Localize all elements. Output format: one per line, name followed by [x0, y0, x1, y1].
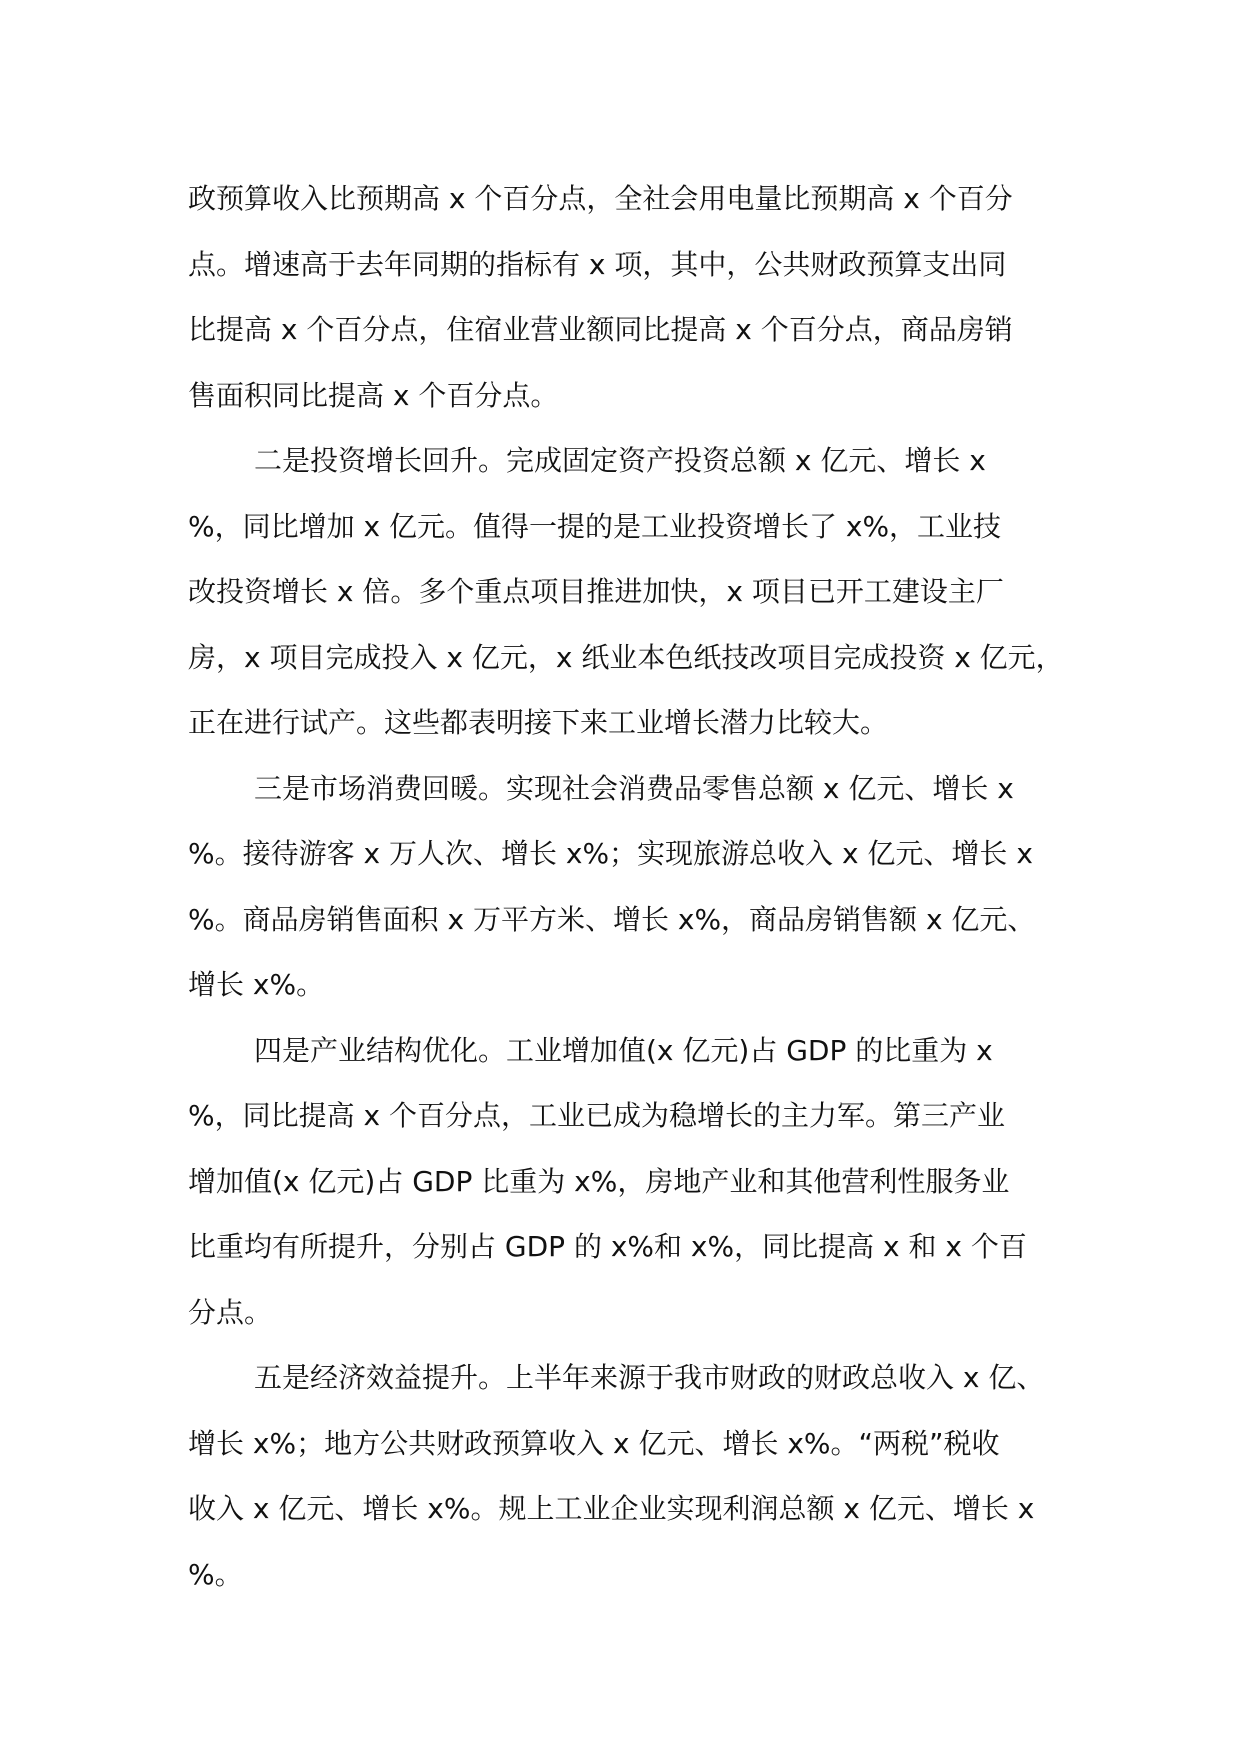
text-line: 增长 x%。: [188, 968, 325, 1001]
text-line: 四是产业结构优化。工业增加值(x 亿元)占 GDP 的比重为 x: [254, 1033, 993, 1067]
text-line: 正在进行试产。这些都表明接下来工业增长潜力比较大。: [188, 706, 889, 739]
text-line: 三是市场消费回暖。实现社会消费品零售总额 x 亿元、增长 x: [254, 771, 1014, 805]
paragraph-continuation: [188, 166, 1088, 428]
text-line: 增长 x%；地方公共财政预算收入 x 亿元、增长 x%。“两税”税收: [188, 1426, 1000, 1460]
text-line: %。商品房销售面积 x 万平方米、增长 x%，商品房销售额 x 亿元、: [188, 902, 1036, 936]
text-line: %。: [188, 1557, 243, 1591]
text-line: 分点。: [188, 1295, 273, 1329]
paragraph-industry-structure: [188, 1018, 1088, 1346]
text-line: 售面积同比提高 x 个百分点。: [188, 378, 559, 412]
text-line: 房，x 项目完成投入 x 亿元，x 纸业本色纸技改项目完成投资 x 亿元，: [188, 640, 1064, 674]
text-line: 比重均有所提升，分别占 GDP 的 x%和 x%，同比提高 x 和 x 个百: [188, 1230, 1027, 1263]
text-line: 改投资增长 x 倍。多个重点项目推进加快，x 项目已开工建设主厂: [188, 575, 1004, 608]
text-line: %。接待游客 x 万人次、增长 x%；实现旅游总收入 x 亿元、增长 x: [188, 837, 1033, 870]
text-line: 收入 x 亿元、增长 x%。规上工业企业实现利润总额 x 亿元、增长 x: [188, 1492, 1035, 1525]
text-line: %，同比增加 x 亿元。值得一提的是工业投资增长了 x%，工业技: [188, 509, 1002, 543]
document-body: [188, 166, 1088, 1607]
paragraph-consumption: [188, 756, 1088, 1018]
text-line: 五是经济效益提升。上半年来源于我市财政的财政总收入 x 亿、: [254, 1361, 1045, 1394]
paragraph-economic-benefit: [188, 1345, 1088, 1607]
text-line: 点。增速高于去年同期的指标有 x 项，其中，公共财政预算支出同: [188, 247, 1007, 281]
paragraph-investment: [188, 428, 1088, 756]
text-line: 增加值(x 亿元)占 GDP 比重为 x%，房地产业和其他营利性服务业: [188, 1164, 1010, 1198]
text-line: 政预算收入比预期高 x 个百分点，全社会用电量比预期高 x 个百分: [188, 182, 1013, 215]
text-line: 二是投资增长回升。完成固定资产投资总额 x 亿元、增长 x: [254, 444, 986, 477]
text-line: 比提高 x 个百分点，住宿业营业额同比提高 x 个百分点，商品房销: [188, 313, 1013, 346]
text-line: %，同比提高 x 个百分点，工业已成为稳增长的主力军。第三产业: [188, 1099, 1005, 1132]
